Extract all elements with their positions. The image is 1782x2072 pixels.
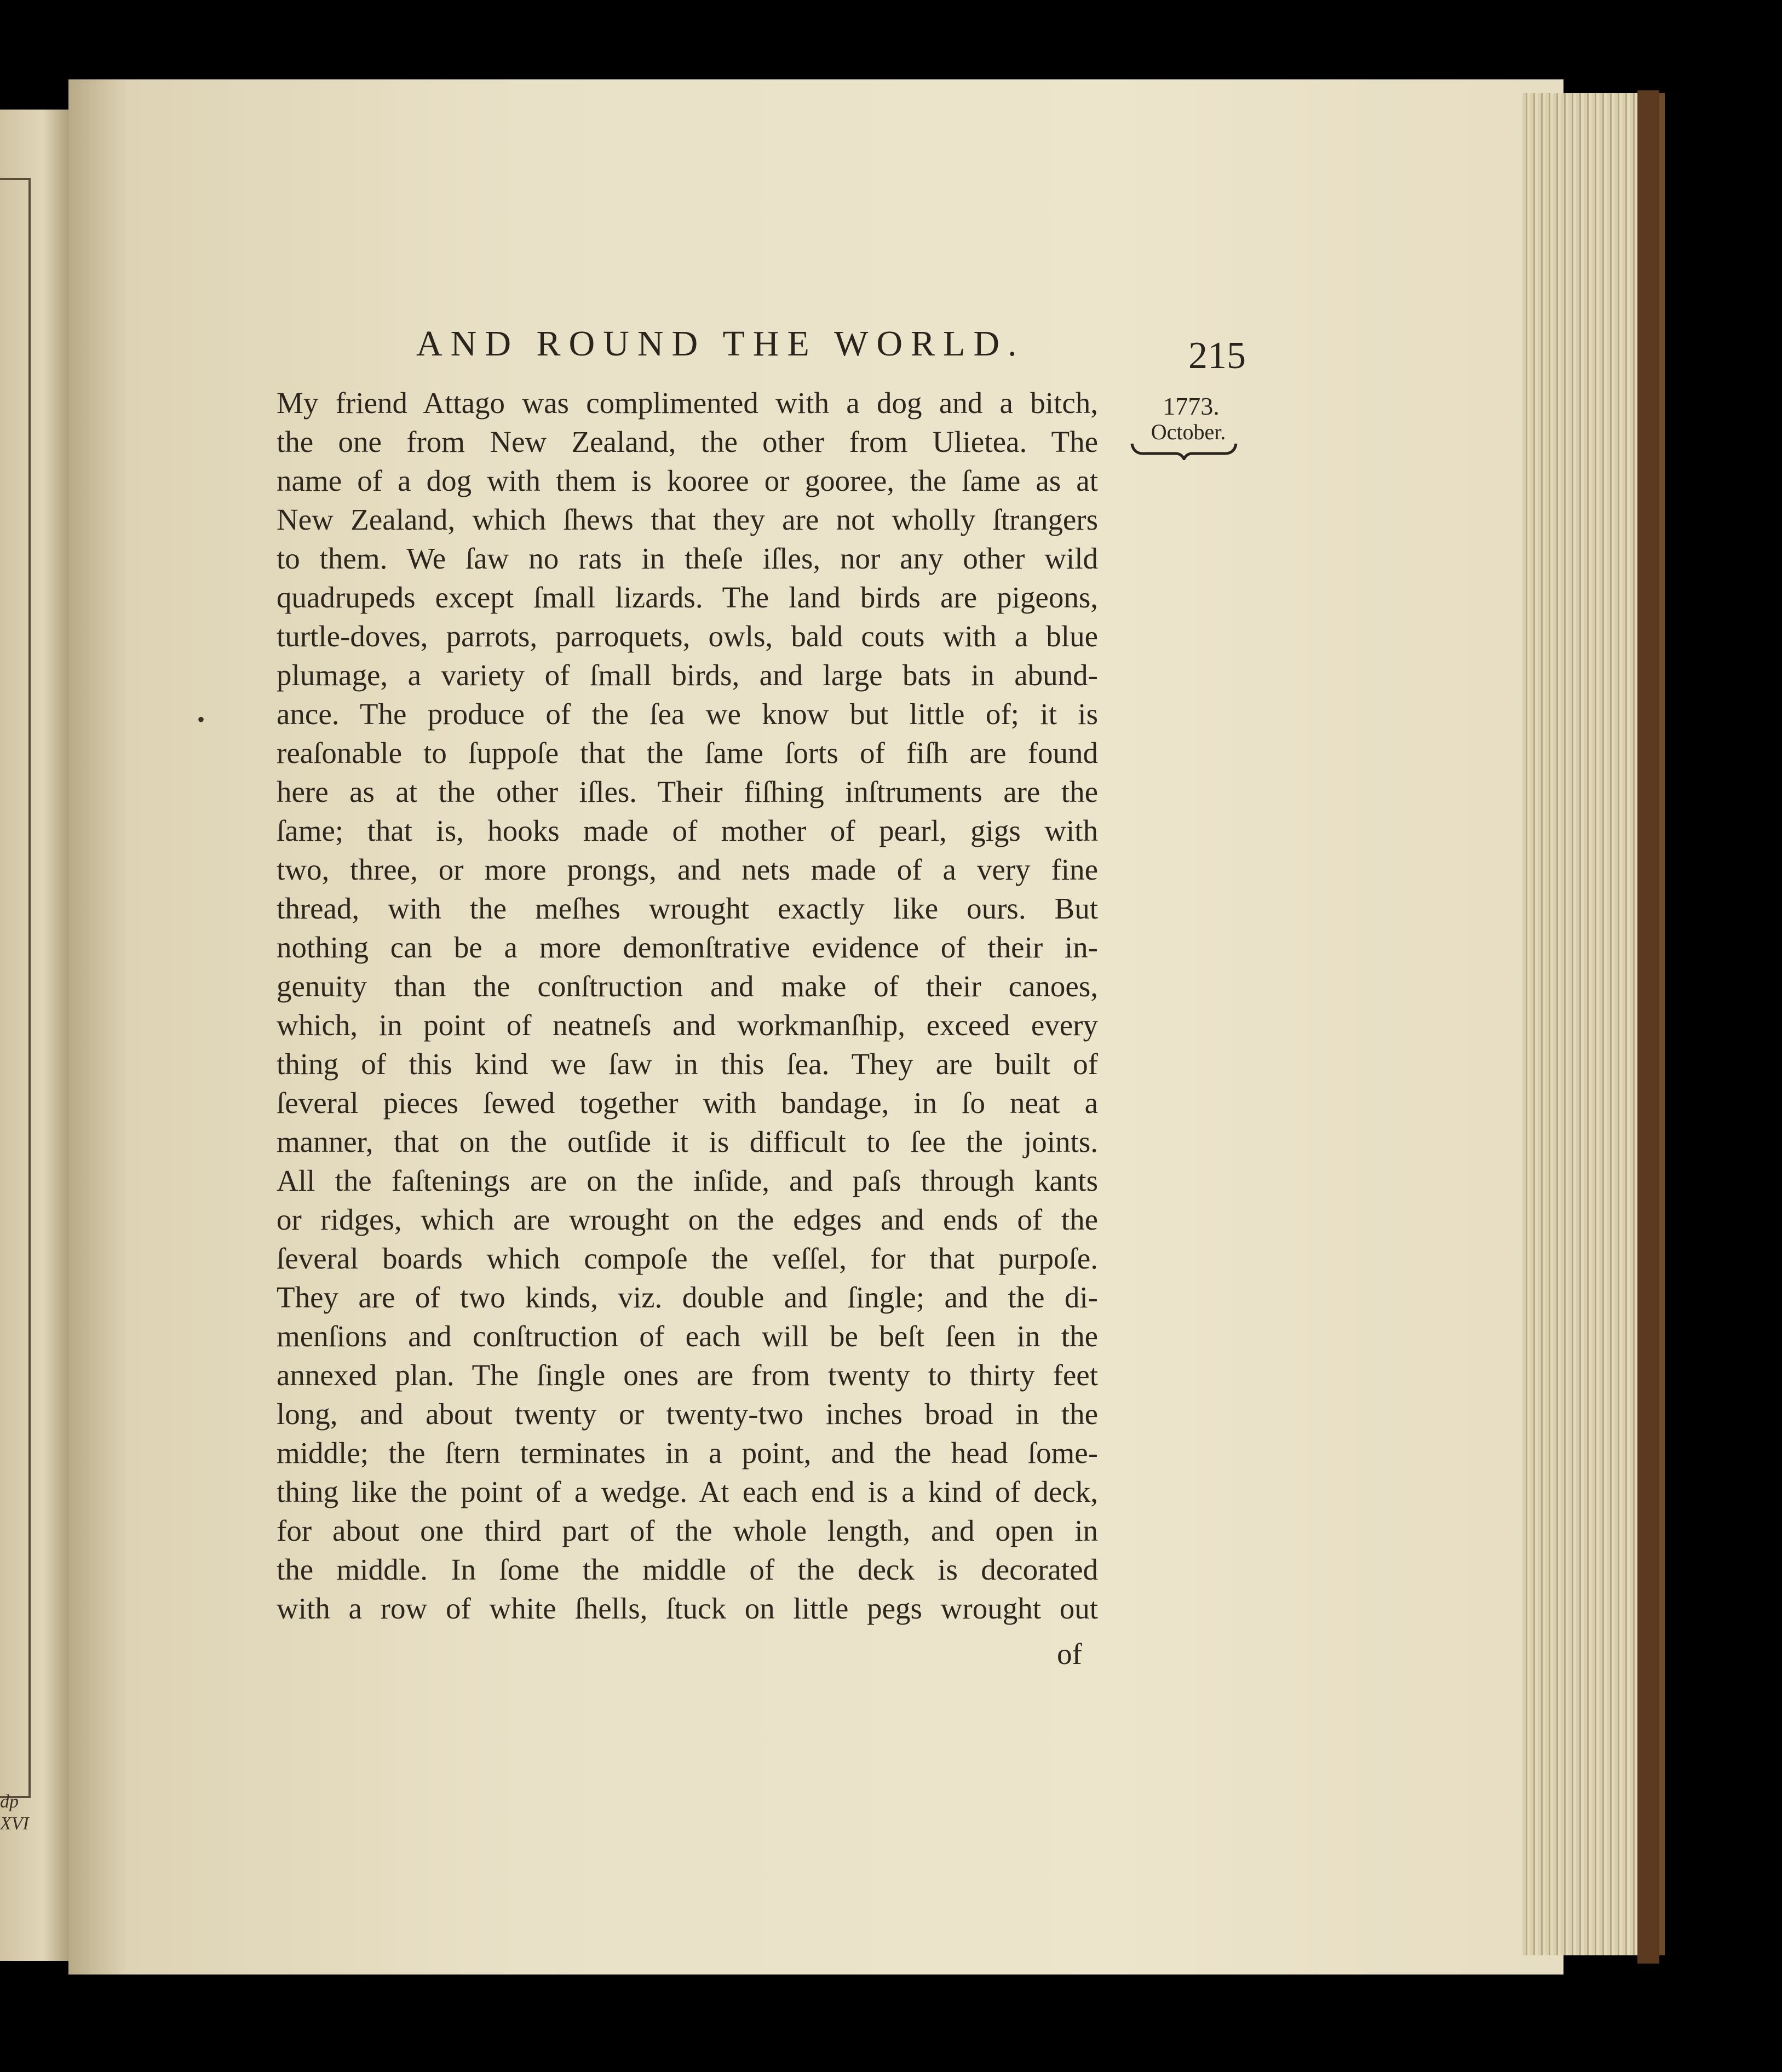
body-line: middle; the ſtern terminates in a point, and the head ſome- [277,1436,1098,1470]
margin-ink-mark: • [197,707,205,732]
body-line: for about one third part of the whole length, and open in [277,1514,1098,1547]
page-number: 215 [1188,335,1246,377]
body-line: turtle-doves, parrots, parroquets, owls, bald couts with a blue [277,619,1098,653]
body-line: ſeveral pieces ſewed together with bandage, in ſo neat a [277,1086,1098,1120]
catchword: of [1057,1637,1082,1671]
body-line: name of a dog with them is kooree or gooree, the ſame as at [277,464,1098,497]
left-plate-signature [0,1791,29,1835]
body-line: plumage, a variety of ſmall birds, and large bats in abund- [277,658,1098,692]
running-head: AND ROUND THE WORLD. [416,324,1025,364]
body-line: ſame; that is, hooks made of mother of pearl, gigs with [277,814,1098,847]
margin-note-month: October. [1151,420,1226,444]
body-line: manner, that on the outſide it is difficult to ſee the joints. [277,1125,1098,1158]
body-line: My friend Attago was complimented with a dog and a bitch, [277,386,1098,420]
left-signature-line2: XVI [0,1813,29,1834]
body-line: annexed plan. The ſingle ones are from twenty to thirty feet [277,1358,1098,1392]
margin-brace-icon [1129,438,1239,460]
body-line: reaſonable to ſuppoſe that the ſame ſorts of fiſh are found [277,736,1098,770]
body-line: ſeveral boards which compoſe the veſſel, for that purpoſe. [277,1242,1098,1275]
book-cover-edge [1637,90,1659,1964]
body-line: here as at the other iſles. Their fiſhing inſtruments are the [277,775,1098,808]
body-line: genuity than the conſtruction and make of their canoes, [277,969,1098,1003]
body-line: All the faſtenings are on the inſide, and paſs through kants [277,1164,1098,1197]
margin-note-year: 1773. [1163,392,1220,420]
body-line: thread, with the meſhes wrought exactly like ours. But [277,892,1098,925]
body-line: long, and about twenty or twenty-two inches broad in the [277,1397,1098,1431]
left-plate-frame [0,178,31,1798]
left-signature-line1: dp [0,1792,19,1812]
body-line: thing like the point of a wedge. At each end is a kind of deck, [277,1475,1098,1508]
body-line: thing of this kind we ſaw in this ſea. They are built of [277,1047,1098,1081]
body-line: which, in point of neatneſs and workmanſhip, exceed every [277,1008,1098,1042]
body-line: ance. The produce of the ſea we know but little of; it is [277,697,1098,731]
body-text [277,383,1098,1628]
body-line: the one from New Zealand, the other from Ulietea. The [277,425,1098,458]
body-line: the middle. In ſome the middle of the deck is decorated [277,1553,1098,1586]
body-line: to them. We ſaw no rats in theſe iſles, nor any other wild [277,542,1098,575]
body-line: with a row of white ſhells, ſtuck on little pegs wrought out [277,1592,1098,1625]
body-line: two, three, or more prongs, and nets made of a very fine [277,853,1098,886]
body-line: They are of two kinds, viz. double and ſingle; and the di- [277,1281,1098,1314]
body-line: New Zealand, which ſhews that they are not wholly ſtrangers [277,503,1098,536]
body-line: quadrupeds except ſmall lizards. The land birds are pigeons, [277,581,1098,614]
body-line: nothing can be a more demonſtrative evidence of their in- [277,931,1098,964]
body-line: menſions and conſtruction of each will be beſt ſeen in the [277,1319,1098,1353]
body-line: or ridges, which are wrought on the edges and ends of the [277,1203,1098,1236]
